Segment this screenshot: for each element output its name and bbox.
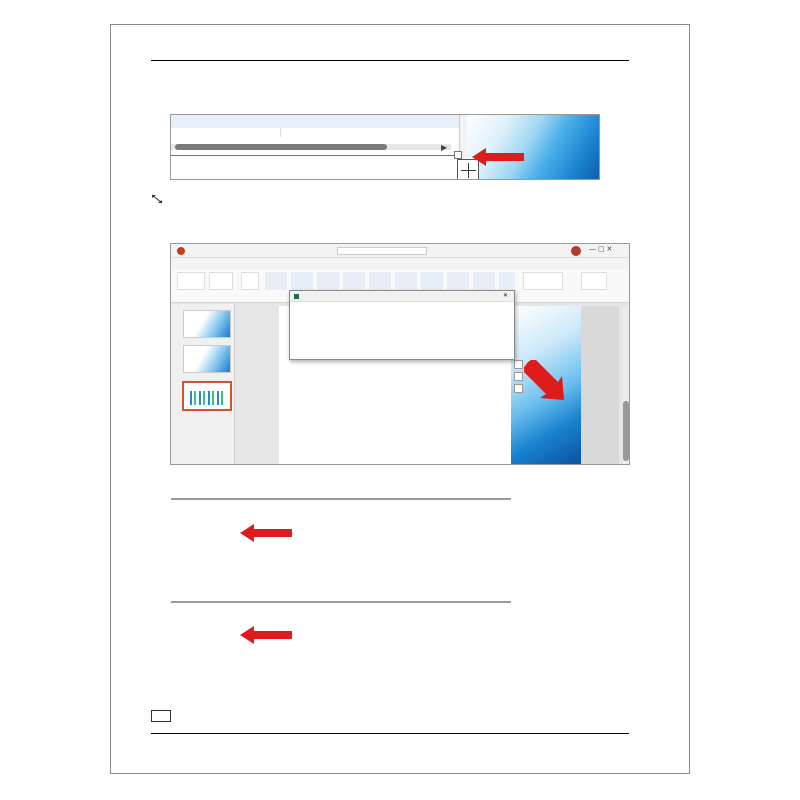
section-heading xyxy=(151,79,179,91)
slide-thumbnail[interactable] xyxy=(183,345,231,373)
red-arrow-icon xyxy=(240,626,292,644)
spreadsheet-excerpt-2 xyxy=(171,601,511,603)
page-header xyxy=(151,58,629,61)
plus-icon[interactable] xyxy=(514,360,523,369)
chart-styles-gallery[interactable] xyxy=(265,272,515,290)
red-arrow-icon xyxy=(240,524,292,542)
step-66 xyxy=(151,710,631,723)
resize-handle[interactable] xyxy=(454,151,462,159)
enter-key-icon xyxy=(151,710,171,722)
scroll-right-icon[interactable]: ▶ xyxy=(441,143,448,152)
horizontal-scrollbar[interactable] xyxy=(171,144,451,150)
change-colors-button[interactable] xyxy=(241,272,259,290)
red-arrow-icon xyxy=(472,148,524,166)
quick-layout-button[interactable] xyxy=(209,272,233,290)
screenshot-powerpoint xyxy=(170,243,630,465)
result-note xyxy=(151,194,631,207)
excel-icon xyxy=(294,294,299,299)
title-bar xyxy=(171,244,630,258)
menu-bar xyxy=(171,258,630,269)
search-box[interactable] xyxy=(337,247,427,255)
close-icon[interactable]: ✕ xyxy=(502,293,508,299)
spreadsheet-excerpt-1 xyxy=(171,498,511,500)
avatar[interactable] xyxy=(571,246,581,256)
add-chart-element-button[interactable] xyxy=(177,272,205,290)
data-group[interactable] xyxy=(523,272,563,290)
change-chart-type-button[interactable] xyxy=(581,272,607,290)
window-controls[interactable]: — ▢ ✕ xyxy=(589,246,613,253)
filter-icon[interactable] xyxy=(514,384,523,393)
slide-thumbnail-selected[interactable] xyxy=(182,381,232,411)
powerpoint-logo xyxy=(177,247,185,255)
slide-thumbnails xyxy=(171,304,235,465)
red-arrow-icon xyxy=(524,360,564,400)
chart-tools xyxy=(514,360,524,398)
brush-icon[interactable] xyxy=(514,372,523,381)
screenshot-resize-corner xyxy=(170,114,600,180)
data-window-titlebar xyxy=(290,291,514,302)
data-window xyxy=(289,290,515,360)
vertical-scrollbar[interactable] xyxy=(623,306,629,465)
page-footer xyxy=(151,733,629,737)
bar-chart xyxy=(295,364,505,464)
diagonal-arrow-icon xyxy=(151,194,163,204)
slide-thumbnail[interactable] xyxy=(183,310,231,338)
scrollbar-thumb[interactable] xyxy=(175,144,387,150)
